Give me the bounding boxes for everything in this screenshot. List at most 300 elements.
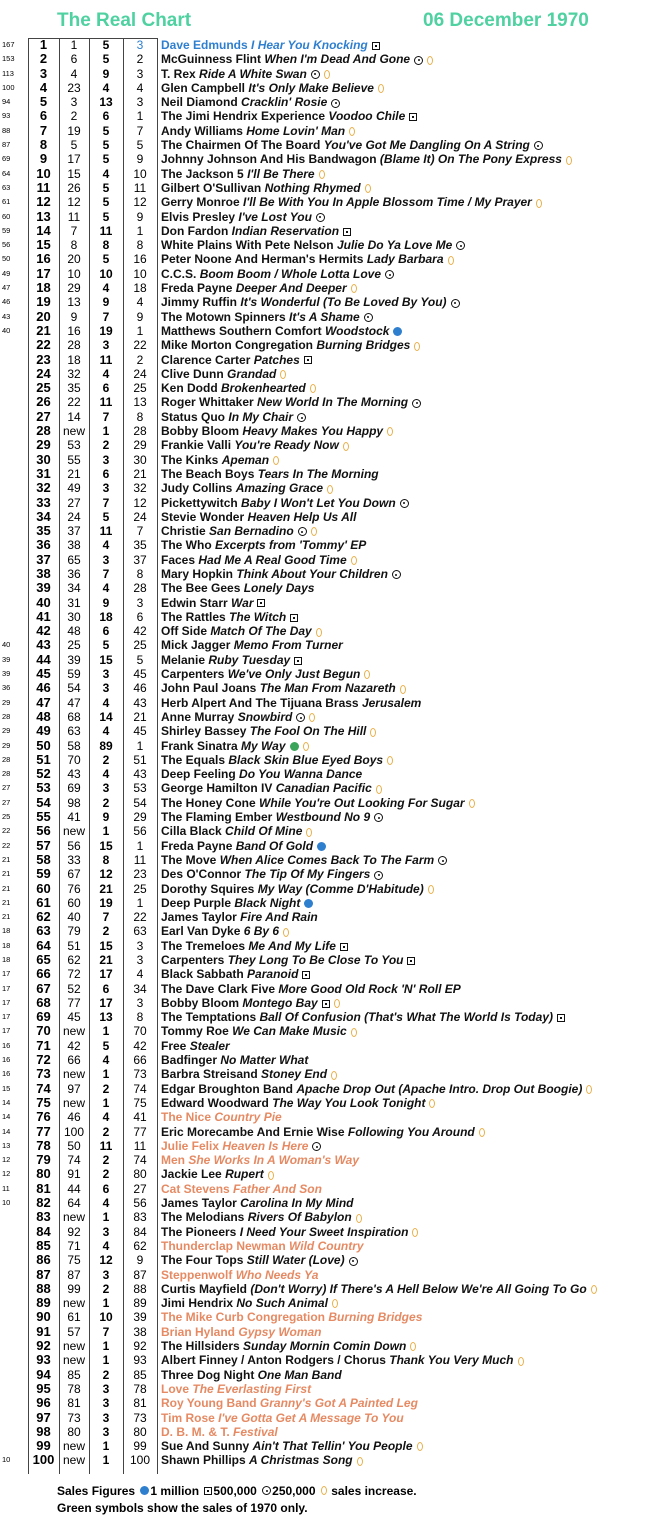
table-row [0, 1210, 670, 1224]
artist-name: Glen Campbell [161, 80, 246, 95]
last-week-cell: new [62, 1296, 85, 1311]
table-row [0, 1182, 670, 1196]
position-cell: 69 [36, 1009, 51, 1025]
peak-cell: 25 [133, 638, 147, 653]
circle-dot-icon [456, 241, 465, 250]
song-cell [161, 1282, 597, 1296]
song-cell [161, 710, 315, 724]
artist-name: Julie Felix [161, 1138, 220, 1153]
table-row [0, 1096, 670, 1110]
peak-cell: 42 [133, 624, 147, 639]
weeks-cell: 4 [102, 695, 110, 710]
peak-cell: 54 [133, 795, 147, 810]
circle-dot-icon [262, 1486, 271, 1495]
points-cell: 64 [2, 168, 11, 178]
horseshoe-icon [310, 384, 316, 393]
chart-table [0, 38, 670, 1468]
song-title: Who Needs Ya [235, 1267, 319, 1282]
song-cell [161, 152, 572, 166]
last-week-cell: 99 [67, 1281, 81, 1296]
song-title: Heaven Is Here [222, 1138, 309, 1153]
position-cell: 37 [36, 551, 51, 567]
points-cell: 40 [2, 325, 11, 335]
last-week-cell: 87 [67, 1267, 81, 1282]
points-cell: 100 [2, 82, 15, 92]
peak-cell: 22 [133, 910, 147, 925]
peak-cell: 4 [136, 295, 144, 310]
weeks-cell: 3 [102, 1381, 110, 1396]
peak-cell: 21 [133, 709, 147, 724]
table-row [0, 67, 670, 81]
song-cell [161, 924, 289, 938]
points-cell: 21 [2, 854, 11, 864]
peak-cell: 3 [136, 595, 144, 610]
table-row [0, 1296, 670, 1310]
song-cell [161, 824, 312, 838]
table-row [0, 1125, 670, 1139]
song-cell [161, 610, 298, 624]
song-title: (Don't Worry) If There's A Hell Below We're All Going To Go [250, 1281, 587, 1296]
horseshoe-icon [479, 1128, 485, 1137]
weeks-cell: 1 [102, 824, 110, 839]
last-week-cell: 9 [70, 309, 78, 324]
artist-name: Status Quo [161, 409, 226, 424]
horseshoe-icon [387, 756, 393, 765]
song-title: No Matter What [220, 1053, 309, 1068]
artist-name: Shirley Bassey [161, 724, 247, 739]
artist-name: Faces [161, 552, 196, 567]
song-title: Rivers Of Babylon [247, 1210, 352, 1225]
last-week-cell: 79 [67, 924, 81, 939]
horseshoe-icon [324, 70, 330, 79]
last-week-cell: 32 [67, 366, 81, 381]
peak-cell: 2 [136, 52, 144, 67]
position-cell: 44 [36, 651, 51, 667]
position-cell: 86 [36, 1252, 51, 1268]
table-row [0, 610, 670, 624]
circle-dot-icon [316, 213, 325, 222]
position-cell: 16 [36, 251, 51, 267]
song-cell [161, 95, 340, 109]
table-row [0, 753, 670, 767]
weeks-cell: 5 [102, 38, 110, 52]
points-cell: 153 [2, 54, 15, 64]
points-cell: 46 [2, 297, 11, 307]
peak-cell: 12 [133, 495, 147, 510]
last-week-cell: 48 [67, 624, 81, 639]
song-cell [161, 1067, 337, 1081]
weeks-cell: 11 [99, 223, 113, 238]
artist-name: Barbra Streisand [161, 1067, 258, 1082]
points-cell: 13 [2, 1140, 11, 1150]
table-row [0, 1396, 670, 1410]
song-cell [161, 1325, 322, 1339]
table-row [0, 1225, 670, 1239]
points-cell: 15 [2, 1083, 11, 1093]
position-cell: 83 [36, 1209, 51, 1225]
table-row [0, 124, 670, 138]
song-title: Canadian Pacific [275, 781, 372, 796]
song-cell [161, 1396, 418, 1410]
song-title: Heaven Help Us All [247, 509, 357, 524]
table-row [0, 653, 670, 667]
song-title: Band Of Gold [235, 838, 314, 853]
artist-name: Frankie Valli [161, 438, 232, 453]
table-row [0, 538, 670, 552]
song-cell [161, 181, 371, 195]
table-row [0, 481, 670, 495]
last-week-cell: new [62, 1439, 85, 1454]
song-cell [161, 224, 351, 238]
silver-disc-square-icon [407, 957, 415, 965]
weeks-cell: 15 [99, 938, 113, 953]
artist-name: Carpenters [161, 953, 225, 967]
artist-name: Gilbert O'Sullivan [161, 180, 262, 195]
song-title: Rupert [225, 1167, 264, 1182]
horseshoe-icon [357, 1457, 363, 1466]
last-week-cell: new [62, 1095, 85, 1110]
song-cell [161, 696, 421, 710]
song-title: Match Of The Day [210, 624, 312, 639]
peak-cell: 12 [133, 195, 147, 210]
peak-cell: 8 [136, 1010, 144, 1025]
last-week-cell: 70 [67, 752, 81, 767]
peak-cell: 3 [136, 995, 144, 1010]
last-week-cell: 91 [67, 1167, 81, 1182]
song-cell [161, 238, 465, 252]
million-disc-icon [393, 327, 402, 336]
position-cell: 70 [36, 1023, 51, 1039]
position-cell: 53 [36, 780, 51, 796]
peak-cell: 51 [133, 752, 147, 767]
points-cell: 27 [2, 797, 11, 807]
table-row [0, 1453, 670, 1467]
song-cell [161, 338, 420, 352]
song-cell [161, 653, 302, 667]
last-week-cell: 40 [67, 910, 81, 925]
peak-cell: 56 [133, 824, 147, 839]
song-cell [161, 424, 393, 438]
peak-cell: 3 [136, 95, 144, 110]
position-cell: 81 [36, 1180, 51, 1196]
last-week-cell: new [62, 824, 85, 839]
artist-name: The Move [161, 852, 217, 867]
last-week-cell: 73 [67, 1410, 81, 1425]
table-row [0, 667, 670, 681]
song-title: Burning Bridges [328, 1310, 423, 1325]
position-cell: 90 [36, 1309, 51, 1325]
table-row [0, 839, 670, 853]
weeks-cell: 6 [102, 624, 110, 639]
weeks-cell: 5 [102, 180, 110, 195]
song-cell [161, 1368, 342, 1382]
artist-name: Anne Murray [161, 709, 235, 724]
position-cell: 29 [36, 437, 51, 453]
last-week-cell: 72 [67, 967, 81, 982]
artist-name: George Hamilton IV [161, 781, 273, 796]
weeks-cell: 5 [102, 123, 110, 138]
song-title: Lonely Days [243, 581, 315, 596]
position-cell: 79 [36, 1152, 51, 1168]
peak-cell: 23 [133, 867, 147, 882]
position-cell: 27 [36, 408, 51, 424]
peak-cell: 42 [133, 1038, 147, 1053]
position-cell: 43 [36, 637, 51, 653]
weeks-cell: 18 [99, 609, 113, 624]
last-week-cell: 17 [67, 152, 81, 167]
points-cell: 14 [2, 1097, 11, 1107]
last-week-cell: 62 [67, 953, 81, 967]
last-week-cell: 47 [67, 695, 81, 710]
points-cell: 18 [2, 955, 11, 964]
position-cell: 10 [36, 165, 51, 181]
song-cell [161, 52, 433, 66]
weeks-cell: 2 [102, 1367, 110, 1382]
weeks-cell: 5 [102, 252, 110, 267]
peak-cell: 5 [136, 138, 144, 153]
song-title: Still Water (Love) [246, 1253, 345, 1268]
peak-cell: 74 [133, 1153, 147, 1168]
peak-cell: 11 [133, 180, 147, 195]
points-cell: 10 [2, 1455, 11, 1465]
song-cell [161, 1411, 404, 1425]
position-cell: 80 [36, 1166, 51, 1182]
points-cell: 93 [2, 111, 11, 121]
song-title: The Tip Of My Fingers [244, 867, 371, 882]
weeks-cell: 1 [102, 1095, 110, 1110]
song-title: It's Only Make Believe [248, 80, 374, 95]
peak-cell: 1 [136, 738, 144, 753]
artist-name: The Jackson 5 [161, 166, 244, 181]
song-cell [161, 1382, 311, 1396]
last-week-cell: 15 [67, 166, 81, 181]
position-cell: 25 [36, 380, 51, 396]
silver-disc-square-icon [257, 599, 265, 607]
position-cell: 49 [36, 723, 51, 739]
peak-cell: 29 [133, 810, 147, 825]
last-week-cell: 26 [67, 180, 81, 195]
song-cell [161, 982, 461, 996]
song-title: Black Skin Blue Eyed Boys [228, 752, 384, 767]
position-cell: 47 [36, 694, 51, 710]
song-title: Westbound No 9 [275, 810, 371, 825]
peak-cell: 43 [133, 695, 147, 710]
points-cell: 40 [2, 640, 11, 650]
last-week-cell: 21 [67, 466, 81, 481]
last-week-cell: 80 [67, 1424, 81, 1439]
table-row [0, 953, 670, 967]
song-cell [161, 438, 349, 452]
last-week-cell: 76 [67, 881, 81, 896]
song-cell [161, 353, 312, 367]
points-cell: 29 [2, 740, 11, 750]
song-title: Stealer [189, 1038, 230, 1053]
points-cell: 47 [2, 283, 11, 293]
weeks-cell: 3 [102, 1224, 110, 1239]
weeks-cell: 12 [99, 867, 113, 882]
peak-cell: 84 [133, 1224, 147, 1239]
table-row [0, 724, 670, 738]
table-row [0, 424, 670, 438]
weeks-cell: 4 [102, 1196, 110, 1211]
circle-dot-icon [311, 70, 320, 79]
points-cell: 16 [2, 1069, 11, 1079]
peak-cell: 8 [136, 238, 144, 253]
points-cell: 14 [2, 1126, 11, 1136]
points-cell: 11 [2, 1183, 10, 1193]
position-cell: 85 [36, 1237, 51, 1253]
silver-disc-square-icon [304, 356, 312, 364]
artist-name: Clive Dunn [161, 366, 224, 381]
peak-cell: 1 [136, 109, 144, 124]
horseshoe-icon [343, 442, 349, 451]
weeks-cell: 7 [102, 1324, 110, 1339]
artist-name: White Plains With Pete Nelson [161, 238, 334, 253]
weeks-cell: 5 [102, 138, 110, 153]
points-cell: 28 [2, 754, 11, 764]
song-cell [161, 781, 382, 795]
position-cell: 89 [36, 1295, 51, 1311]
weeks-cell: 21 [99, 953, 113, 967]
legend-prefix: Sales Figures [57, 1484, 136, 1498]
song-cell [161, 496, 409, 510]
horseshoe-icon [283, 928, 289, 937]
silver-disc-square-icon [294, 657, 302, 665]
table-row [0, 1153, 670, 1167]
song-title: I'll Be There [247, 166, 315, 181]
table-row [0, 1082, 670, 1096]
table-row [0, 1282, 670, 1296]
position-cell: 72 [36, 1052, 51, 1068]
peak-cell: 28 [133, 424, 147, 439]
weeks-cell: 4 [102, 581, 110, 596]
song-title: Snowbird [237, 709, 293, 724]
last-week-cell: 50 [67, 1138, 81, 1153]
horseshoe-icon [280, 370, 286, 379]
artist-name: The Temptations [161, 1010, 257, 1025]
position-cell: 73 [36, 1066, 51, 1082]
artist-name: Eric Morecambe And Ernie Wise [161, 1124, 345, 1139]
song-title: 6 By 6 [243, 924, 280, 939]
last-week-cell: 34 [67, 581, 81, 596]
artist-name: The Motown Spinners [161, 309, 286, 324]
points-cell: 69 [2, 154, 11, 164]
circle-dot-icon [349, 1257, 358, 1266]
weeks-cell: 3 [102, 481, 110, 496]
last-week-cell: 6 [70, 52, 78, 67]
position-cell: 52 [36, 766, 51, 782]
table-row [0, 453, 670, 467]
table-row [0, 982, 670, 996]
weeks-cell: 15 [99, 838, 113, 853]
song-title: Lady Barbara [366, 252, 444, 267]
last-week-cell: 4 [70, 66, 78, 81]
table-row [0, 367, 670, 381]
position-cell: 48 [36, 708, 51, 724]
points-cell: 25 [2, 812, 11, 822]
position-cell: 96 [36, 1395, 51, 1411]
weeks-cell: 11 [99, 395, 113, 410]
weeks-cell: 3 [102, 1424, 110, 1439]
horseshoe-icon [412, 1228, 418, 1237]
circle-dot-icon [374, 813, 383, 822]
song-title: Julie Do Ya Love Me [336, 238, 453, 253]
last-week-cell: 24 [67, 509, 81, 524]
artist-name: Cat Stevens [161, 1181, 230, 1196]
song-title: When Alice Comes Back To The Farm [219, 852, 435, 867]
song-title: Boom Boom / Whole Lotta Love [199, 266, 382, 281]
position-cell: 41 [36, 608, 51, 624]
song-cell [161, 1253, 358, 1267]
table-row [0, 81, 670, 95]
position-cell: 60 [36, 880, 51, 896]
last-week-cell: 100 [63, 1124, 85, 1139]
last-week-cell: 33 [67, 852, 81, 867]
song-title: War [231, 595, 254, 610]
artist-name: Don Fardon [161, 223, 229, 238]
horseshoe-icon [351, 284, 357, 293]
song-title: I Hear You Knocking [251, 38, 368, 52]
artist-name: John Paul Joans [161, 681, 257, 696]
table-row [0, 624, 670, 638]
position-cell: 74 [36, 1080, 51, 1096]
position-cell: 5 [39, 94, 48, 110]
table-row [0, 767, 670, 781]
points-cell: 12 [2, 1155, 11, 1165]
song-cell [161, 581, 314, 595]
points-cell: 60 [2, 211, 11, 221]
position-cell: 59 [36, 866, 51, 882]
circle-dot-icon [451, 299, 460, 308]
song-cell [161, 996, 340, 1010]
points-cell: 28 [2, 711, 11, 721]
table-row [0, 1439, 670, 1453]
weeks-cell: 9 [102, 810, 110, 825]
peak-cell: 37 [133, 552, 147, 567]
table-row [0, 195, 670, 209]
table-row [0, 796, 670, 810]
song-cell [161, 210, 325, 224]
weeks-cell: 5 [102, 1038, 110, 1053]
weeks-cell: 1 [102, 1210, 110, 1225]
last-week-cell: 60 [67, 895, 81, 910]
song-title: The Way You Look Tonight [272, 1095, 426, 1110]
position-cell: 99 [36, 1438, 51, 1454]
table-row [0, 238, 670, 252]
circle-dot-icon [312, 1142, 321, 1151]
last-week-cell: 36 [67, 566, 81, 581]
circle-dot-icon [385, 270, 394, 279]
points-cell: 50 [2, 254, 11, 264]
weeks-cell: 4 [102, 1110, 110, 1125]
points-cell: 21 [2, 869, 11, 879]
song-title: Nothing Rhymed [264, 180, 361, 195]
weeks-cell: 6 [102, 109, 110, 124]
song-title: Ride A White Swan [199, 66, 307, 81]
position-cell: 100 [32, 1452, 55, 1468]
position-cell: 93 [36, 1352, 51, 1368]
weeks-cell: 1 [102, 424, 110, 439]
last-week-cell: 75 [67, 1253, 81, 1268]
song-cell [161, 1225, 418, 1239]
artist-name: Love [161, 1381, 190, 1396]
peak-cell: 3 [136, 953, 144, 967]
points-cell: 27 [2, 783, 11, 793]
points-cell: 22 [2, 840, 11, 850]
peak-cell: 34 [133, 981, 147, 996]
position-cell: 94 [36, 1366, 51, 1382]
song-cell [161, 724, 376, 738]
